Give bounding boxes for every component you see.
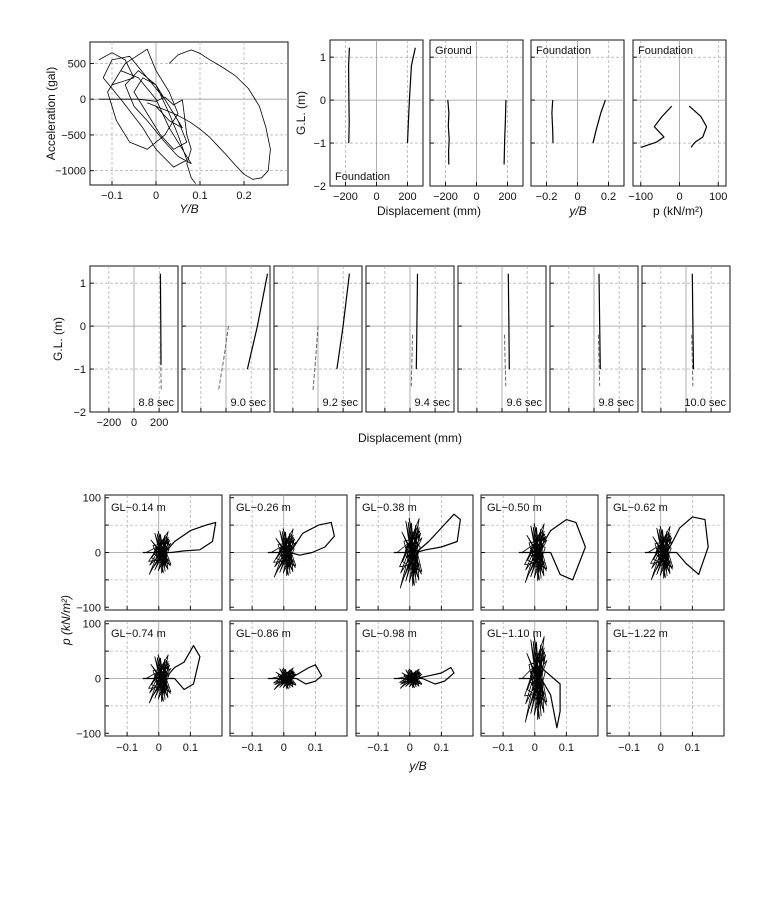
x-tick-label: 0 xyxy=(657,742,664,754)
panel-label: Foundation xyxy=(335,171,391,183)
snapshot-time-label: 9.6 sec xyxy=(506,397,542,409)
x-tick-label: 0 xyxy=(373,191,380,203)
snapshot-time-label: 9.8 sec xyxy=(598,397,634,409)
x-tick-label: 0.1 xyxy=(558,742,575,754)
x-tick-label: 100 xyxy=(709,191,728,203)
x-tick-label: −200 xyxy=(433,191,458,203)
x-axis-label: p (kN/m²) xyxy=(653,204,703,218)
panel-label: GL−0.14 m xyxy=(111,502,166,514)
x-axis-label: Displacement (mm) xyxy=(357,431,463,445)
x-tick-label: 0.1 xyxy=(192,190,208,202)
y-tick-label: 0 xyxy=(94,547,101,560)
snapshot-foundation-line xyxy=(160,274,161,365)
snapshot-panel xyxy=(366,266,454,412)
x-tick-label: −200 xyxy=(96,417,122,429)
panel-label: GL−0.86 m xyxy=(236,628,291,640)
panel-label: GL−0.50 m xyxy=(487,502,542,514)
y-tick-label: 0 xyxy=(319,95,326,108)
y-tick-label: −1 xyxy=(313,138,326,151)
y-tick-label: −2 xyxy=(73,407,86,419)
x-tick-label: −0.1 xyxy=(116,742,138,754)
x-tick-label: −200 xyxy=(333,191,358,203)
x-tick-label: 0.1 xyxy=(307,742,324,754)
snapshot-time-label: 9.0 sec xyxy=(230,397,266,409)
x-tick-label: 0 xyxy=(155,742,162,754)
x-tick-label: 0.1 xyxy=(684,742,701,754)
profile-panel xyxy=(628,40,727,203)
y-axis-label: G.L. (m) xyxy=(51,317,65,361)
x-axis-label: y/B xyxy=(569,204,587,218)
pressure-panel xyxy=(481,621,598,754)
panel-label: GL−0.74 m xyxy=(111,628,166,640)
pressure-panel xyxy=(607,621,724,754)
x-tick-label: −0.1 xyxy=(241,742,263,754)
snapshot-time-label: 10.0 sec xyxy=(684,397,726,409)
x-tick-label: 0 xyxy=(280,742,287,754)
x-tick-label: 0.1 xyxy=(182,742,199,754)
panel-label: Foundation xyxy=(536,45,592,57)
x-tick-label: 0 xyxy=(676,191,683,203)
x-tick-label: 0.2 xyxy=(600,191,617,203)
profile-panel xyxy=(430,40,523,203)
panel-label: GL−1.22 m xyxy=(613,628,668,640)
pressure-panel xyxy=(356,621,473,754)
x-tick-label: 0.1 xyxy=(433,742,450,754)
x-tick-label: −0.1 xyxy=(492,742,514,754)
panel-label: GL−0.98 m xyxy=(362,628,417,640)
x-tick-label: 0 xyxy=(574,191,581,203)
pressure-panel xyxy=(230,621,347,754)
pressure-panel xyxy=(481,495,598,610)
y-tick-label: −1000 xyxy=(55,165,86,178)
x-axis-label: Y/B xyxy=(179,202,199,216)
profile-line xyxy=(349,48,350,143)
plot-frame xyxy=(90,42,288,185)
x-axis-label: y/B xyxy=(409,759,427,773)
profile-panel xyxy=(531,40,624,203)
snapshot-panel xyxy=(182,266,270,412)
pressure-panel xyxy=(230,495,347,610)
pressure-panel xyxy=(356,495,473,610)
y-tick-label: −500 xyxy=(61,129,86,142)
y-tick-label: 100 xyxy=(82,618,101,631)
y-axis-label: p (kN/m²) xyxy=(59,595,73,645)
x-tick-label: −0.1 xyxy=(101,190,123,202)
x-tick-label: 0 xyxy=(130,417,138,429)
panel-label: GL−0.38 m xyxy=(362,502,417,514)
pressure-loops-chart xyxy=(59,493,724,773)
x-tick-label: 0 xyxy=(473,191,480,203)
y-tick-label: 0 xyxy=(94,673,101,686)
snapshot-panel xyxy=(274,266,362,412)
x-axis-label: Displacement (mm) xyxy=(376,204,482,218)
x-tick-label: 200 xyxy=(398,191,417,203)
x-tick-label: −0.1 xyxy=(367,742,389,754)
panel-label: GL−0.26 m xyxy=(236,502,291,514)
y-tick-label: 100 xyxy=(82,492,101,505)
panel-label: GL−1.10 m xyxy=(487,628,542,640)
x-tick-label: −0.2 xyxy=(535,191,558,203)
x-tick-label: −0.1 xyxy=(618,742,640,754)
y-tick-label: 0 xyxy=(79,321,86,334)
y-tick-label: −100 xyxy=(76,602,101,615)
y-tick-label: −2 xyxy=(313,181,326,193)
panel-label: Ground xyxy=(435,45,472,57)
x-tick-label: −100 xyxy=(628,191,654,203)
pressure-panel xyxy=(607,495,724,610)
y-axis-label: Acceleration (gal) xyxy=(44,66,58,161)
y-tick-label: −1 xyxy=(73,364,86,377)
y-tick-label: 0 xyxy=(79,94,86,107)
snapshot-time-label: 9.2 sec xyxy=(322,397,358,409)
y-tick-label: 1 xyxy=(79,278,86,291)
y-tick-label: 1 xyxy=(319,52,326,65)
snapshot-time-label: 8.8 sec xyxy=(138,397,174,409)
x-tick-label: 0 xyxy=(531,742,538,754)
snapshot-panel xyxy=(642,266,730,412)
snapshot-panel xyxy=(458,266,546,412)
x-tick-label: 0.2 xyxy=(236,190,252,202)
y-tick-label: 500 xyxy=(67,58,86,71)
y-tick-label: −100 xyxy=(76,728,101,741)
x-tick-label: 200 xyxy=(498,191,517,203)
x-tick-label: 0 xyxy=(406,742,413,754)
panel-label: Foundation xyxy=(638,45,694,57)
y-axis-label: G.L. (m) xyxy=(294,91,308,135)
x-tick-label: 200 xyxy=(149,417,169,429)
x-tick-label: 0 xyxy=(152,190,160,202)
snapshot-panel xyxy=(550,266,638,412)
panel-label: GL−0.62 m xyxy=(613,502,668,514)
snapshot-time-label: 9.4 sec xyxy=(414,397,450,409)
